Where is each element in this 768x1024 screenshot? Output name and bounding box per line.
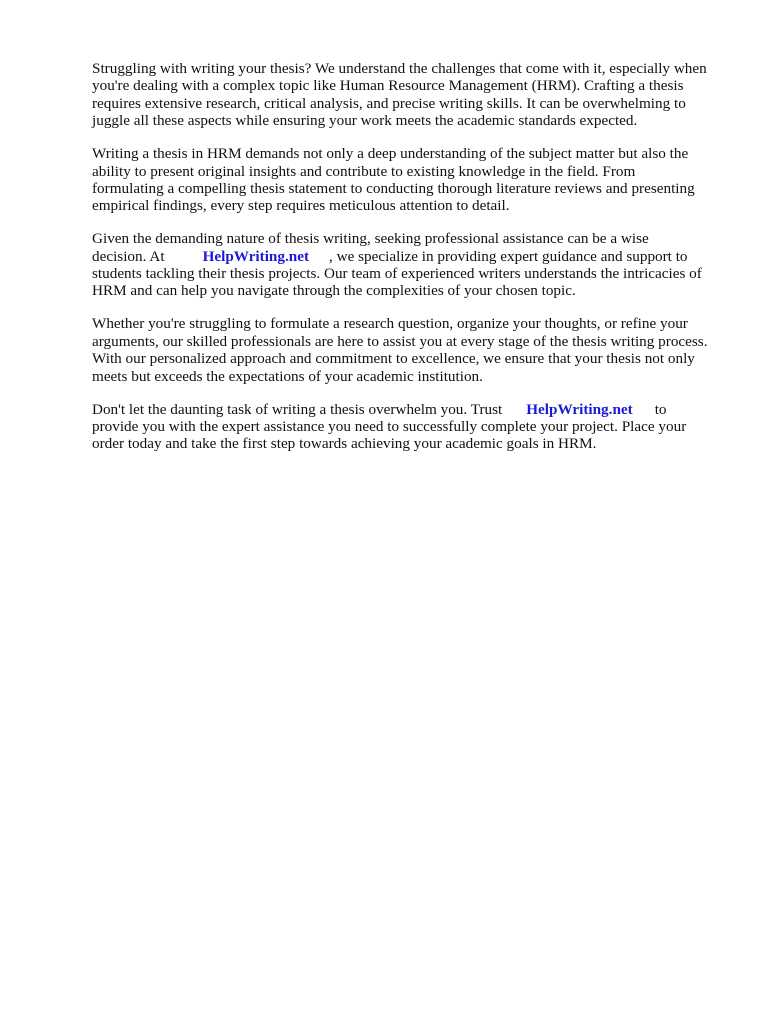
text-fragment: , we specialize in providing expert guidance and support to xyxy=(329,247,688,265)
text-line-with-link xyxy=(92,248,732,265)
text-line: students tackling their thesis projects. Our team of experienced writers understands the intricacies of xyxy=(92,265,702,283)
text-line: Struggling with writing your thesis? We understand the challenges that come with it, especially when xyxy=(92,60,707,77)
text-line-with-link xyxy=(92,401,732,418)
text-line: requires extensive research, critical analysis, and precise writing skills. It can be overwhelming to xyxy=(92,94,686,112)
paragraph-intro xyxy=(92,60,732,130)
document-page xyxy=(92,60,732,468)
text-line: you're dealing with a complex topic like Human Resource Management (HRM). Crafting a thesis xyxy=(92,77,684,95)
text-line: Given the demanding nature of thesis writing, seeking professional assistance can be a wise xyxy=(92,230,649,248)
text-line: meets but exceeds the expectations of your academic institution. xyxy=(92,367,483,385)
text-line: With our personalized approach and commitment to excellence, we ensure that your thesis not only xyxy=(92,350,695,368)
text-line: formulating a compelling thesis statement to conducting thorough literature reviews and presenting xyxy=(92,179,695,197)
text-line: empirical findings, every step requires meticulous attention to detail. xyxy=(92,197,510,215)
text-line: order today and take the first step towards achieving your academic goals in HRM. xyxy=(92,435,597,453)
text-line: arguments, our skilled professionals are here to assist you at every stage of the thesis writing process. xyxy=(92,332,708,350)
text-fragment: Don't let the daunting task of writing a thesis overwhelm you. Trust xyxy=(92,400,503,418)
paragraph-closing xyxy=(92,401,732,453)
helpwriting-link[interactable]: HelpWriting.net xyxy=(526,400,633,418)
paragraph-demands xyxy=(92,145,732,215)
text-line: provide you with the expert assistance you need to successfully complete your project. Place your xyxy=(92,417,687,435)
text-line: ability to present original insights and contribute to existing knowledge in the field. From xyxy=(92,162,636,180)
text-fragment: to xyxy=(654,400,667,418)
paragraph-assistance xyxy=(92,230,732,300)
helpwriting-link[interactable]: HelpWriting.net xyxy=(202,247,310,265)
text-fragment: decision. At xyxy=(92,247,165,265)
text-line: Whether you're struggling to formulate a research question, organize your thoughts, or refine your xyxy=(92,315,688,333)
text-line: Writing a thesis in HRM demands not only a deep understanding of the subject matter but also the xyxy=(92,145,689,163)
paragraph-struggling xyxy=(92,315,732,385)
text-line: HRM and can help you navigate through the complexities of your chosen topic. xyxy=(92,282,576,300)
text-line: juggle all these aspects while ensuring your work meets the academic standards expected. xyxy=(92,112,638,130)
